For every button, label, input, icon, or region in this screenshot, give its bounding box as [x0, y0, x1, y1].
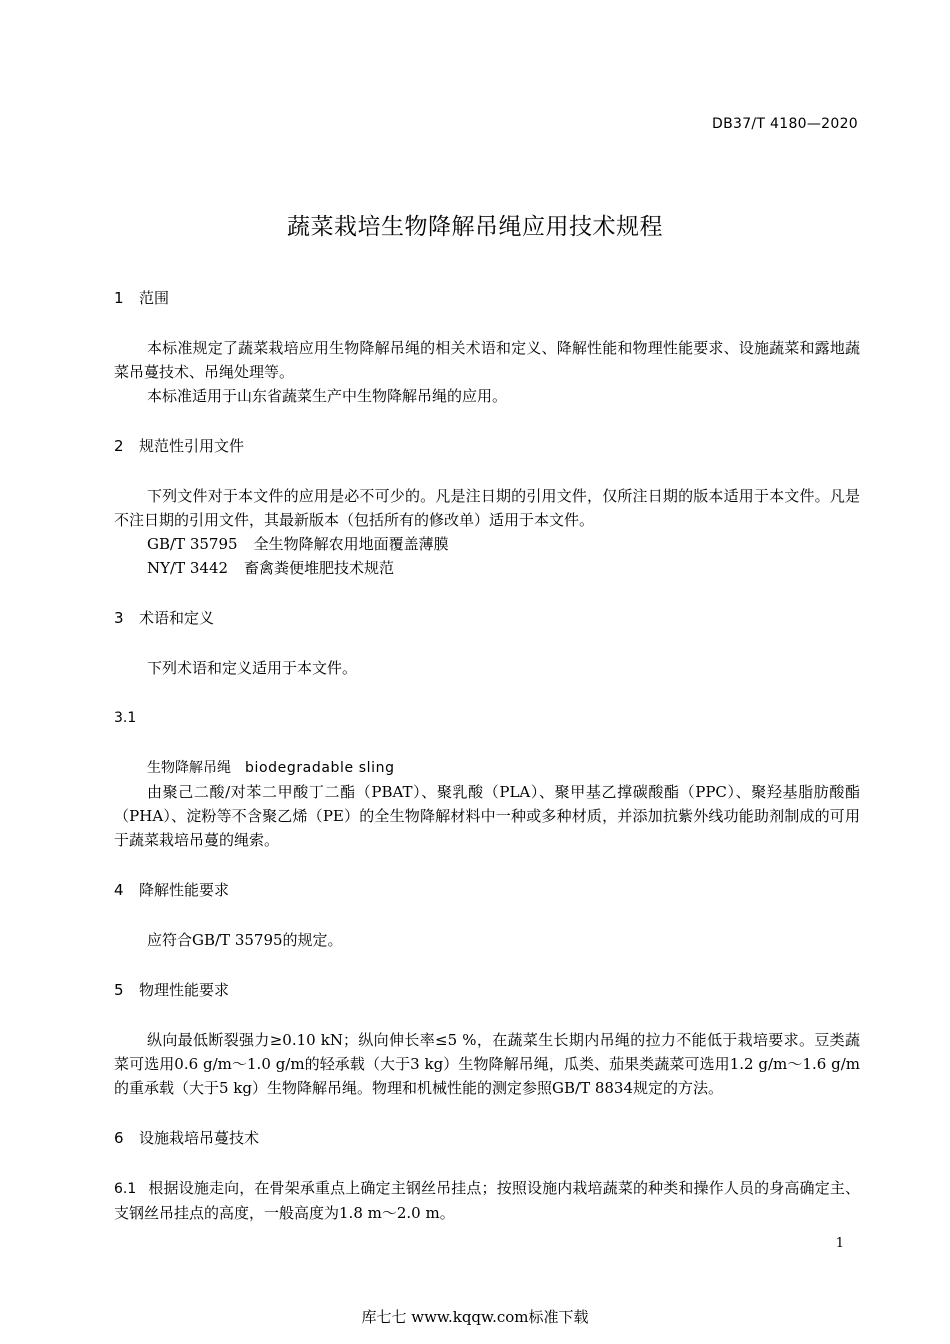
term-chinese: 生物降解吊绳: [147, 760, 231, 776]
section-title: 范围: [139, 289, 170, 307]
section-title: 规范性引用文件: [139, 437, 245, 455]
clause-number: 6.1: [114, 1181, 137, 1197]
section-number: 5: [114, 981, 124, 999]
section-4-heading: [114, 878, 860, 902]
section-3-heading: [114, 606, 860, 630]
reference-code: NY/T 3442: [147, 559, 229, 577]
subsection-number: 3.1: [114, 710, 137, 726]
reference-title: 全生物降解农用地面覆盖薄膜: [253, 535, 449, 553]
footer-watermark: 库七七 www.kqqw.com标准下载: [361, 1308, 589, 1326]
section-number: 6: [114, 1129, 124, 1147]
standard-code: DB37/T 4180—2020: [712, 116, 858, 132]
clause-text: 根据设施走向，在骨架承重点上确定主钢丝吊挂点；按照设施内栽培蔬菜的种类和操作人员的身高确定主、支钢丝吊挂点的高度，一般高度为1.8 m～2.0 m。: [114, 1179, 860, 1222]
paragraph: 下列术语和定义适用于本文件。: [147, 659, 358, 677]
section-2-heading: [114, 434, 860, 458]
term-english: biodegradable sling: [245, 760, 395, 776]
paragraph: 应符合GB/T 35795的规定。: [147, 931, 343, 949]
section-number: 1: [114, 289, 124, 307]
section-number: 2: [114, 437, 124, 455]
paragraph: 下列文件对于本文件的应用是必不可少的。凡是注日期的引用文件，仅所注日期的版本适用于本文件。凡是不注日期的引用文件，其最新版本（包括所有的修改单）适用于本文件。: [114, 487, 860, 529]
section-1-heading: [114, 286, 860, 310]
paragraph: 本标准适用于山东省蔬菜生产中生物降解吊绳的应用。: [147, 387, 508, 405]
reference-item: [114, 556, 860, 580]
section-title: 降解性能要求: [139, 881, 230, 899]
section-number: 3: [114, 609, 124, 627]
document-body: [114, 286, 860, 1225]
section-number: 4: [114, 881, 124, 899]
section-title: 物理性能要求: [139, 981, 230, 999]
reference-code: GB/T 35795: [147, 535, 238, 553]
section-title: 术语和定义: [139, 609, 215, 627]
page-number: 1: [835, 1236, 844, 1251]
section-5-heading: [114, 978, 860, 1002]
paragraph: 纵向最低断裂强力≥0.10 kN；纵向伸长率≤5 %，在蔬菜生长期内吊绳的拉力不能低于栽培要求。豆类蔬菜可选用0.6 g/m～1.0 g/m的轻承载（大于3 kg）生物降解吊绳，瓜类、茄果类蔬菜可选用1.2 g/m～1.6 g/m的重承载（大于5 kg）生物降解吊绳。物理和机械性能的测定参照GB/T 8834规定的方法。: [114, 1031, 860, 1097]
clause-paragraph: [114, 1176, 860, 1225]
reference-title: 畜禽粪便堆肥技术规范: [244, 559, 395, 577]
term-definition: 由聚己二酸/对苯二甲酸丁二酯（PBAT）、聚乳酸（PLA）、聚甲基乙撑碳酸酯（PPC）、聚羟基脂肪酸酯（PHA）、淀粉等不含聚乙烯（PE）的全生物降解材料中一种或多种材质，并添加抗紫外线功能助剂制成的可用于蔬菜栽培吊蔓的绳索。: [114, 783, 860, 849]
paragraph: 本标准规定了蔬菜栽培应用生物降解吊绳的相关术语和定义、降解性能和物理性能要求、设施蔬菜和露地蔬菜吊蔓技术、吊绳处理等。: [114, 339, 860, 381]
term-line: [114, 756, 860, 780]
reference-item: [114, 532, 860, 556]
document-title: 蔬菜栽培生物降解吊绳应用技术规程: [287, 214, 663, 240]
section-6-heading: [114, 1126, 860, 1150]
section-title: 设施栽培吊蔓技术: [139, 1129, 260, 1147]
